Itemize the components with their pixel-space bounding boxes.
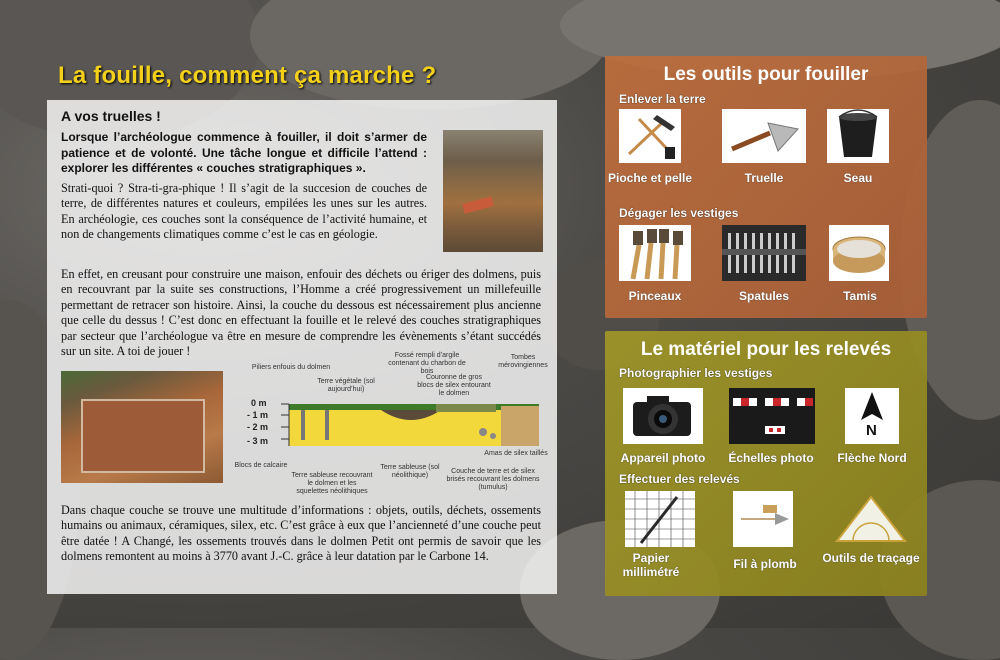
releves-panel: [605, 331, 927, 596]
sieve-image: [829, 225, 889, 281]
tool-caption: Pioche et pelle: [607, 171, 693, 185]
tools-title: Les outils pour fouiller: [663, 64, 869, 85]
plumb-line-image: [733, 491, 793, 547]
diagram-label: Terre végétale (sol aujourd’hui): [317, 378, 375, 393]
tools-panel: [605, 56, 927, 318]
diagram-label: Blocs de calcaire: [234, 462, 288, 469]
trowel-image: [722, 109, 806, 163]
pickaxe-shovel-image: [619, 109, 681, 163]
releves-subheading: Effectuer des relevés: [619, 472, 740, 486]
camera-image: [623, 388, 703, 444]
brushes-image: [619, 225, 691, 281]
diagram-label: Amas de silex taillés: [484, 450, 548, 457]
diagram-label: Tombes mérovingiennes: [498, 354, 548, 369]
releve-caption: Papier millimétré: [622, 551, 680, 579]
paragraph-3: Dans chaque couche se trouve une multitude d’informations : objets, outils, déchets, ossements humains ou animaux, céramiques, silex, etc. C’est grâce à eux que l’ancienneté d’une couche peut être datée ! A Changé, les ossements trouvés dans le dolmen Petit ont permis de savoir que les dolmens remontent au moins à 3770 avant J.-C. grâce à leur datation par le Carbone 14.: [61, 503, 541, 564]
drawing-tools-image: [833, 491, 909, 547]
section-heading: A vos truelles !: [61, 108, 161, 124]
stratigraphy-diagram: [231, 352, 551, 507]
tools-subheading: Dégager les vestiges: [619, 206, 739, 220]
tool-caption: Seau: [843, 171, 873, 185]
diagram-label: Terre sableuse (sol néolithique): [380, 464, 440, 479]
photo-scales-image: [729, 388, 815, 444]
depth-label: - 1 m: [247, 410, 269, 420]
tool-caption: Pinceaux: [628, 289, 682, 303]
lead-paragraph: Lorsque l’archéologue commence à fouiller, il doit s’armer de patience et de volonté. Une tâche longue et difficile l’attend : explorer les différentes « couches stratigraphiques ».: [61, 130, 427, 175]
releve-caption: Échelles photo: [728, 451, 814, 465]
north-letter: N: [866, 422, 877, 439]
releves-title: Le matériel pour les relevés: [640, 339, 892, 360]
paragraph-2: En effet, en creusant pour construire une maison, enfouir des déchets ou ériger des dolmens, puis en recouvrant par la suite ses constructions, l’Homme a créé progressivement un millefeuille permettant de retracer son histoire. Ainsi, la couche du dessous est nécessairement plus ancienne que celle du dessus ! C’est donc en effectuant la fouille et le relevé des couches stratigraphiques par secteur que l’archéologue va être en mesure de comprendre les évènements s’étant succédés sur un site. A toi de jouer !: [61, 267, 541, 359]
depth-label: - 3 m: [247, 436, 269, 446]
tools-subheading: Enlever la terre: [619, 92, 706, 106]
north-arrow-image: [845, 388, 899, 444]
main-panel: [47, 100, 557, 594]
diagram-label: Piliers enfouis du dolmen: [251, 364, 331, 371]
tool-caption: Spatules: [738, 289, 789, 303]
excavation-photo: [61, 371, 223, 483]
background-rock: [250, 0, 610, 110]
spatulas-image: [722, 225, 806, 281]
page-title: La fouille, comment ça marche ?: [58, 62, 437, 89]
tool-caption: Truelle: [744, 171, 784, 185]
releve-caption: Outils de traçage: [822, 551, 920, 565]
stratigraphy-photo: [443, 130, 543, 252]
releve-caption: Fil à plomb: [733, 557, 797, 571]
releve-caption: Appareil photo: [620, 451, 706, 465]
releve-caption: Flèche Nord: [837, 451, 907, 465]
tool-caption: Tamis: [843, 289, 877, 303]
depth-label: - 2 m: [247, 422, 269, 432]
releves-subheading: Photographier les vestiges: [619, 366, 773, 380]
diagram-label: Couche de terre et de silex brisés recouvrant les dolmens (tumulus): [446, 468, 540, 491]
diagram-label: Terre sableuse recouvrant le dolmen et les squelettes néolithiques: [291, 472, 373, 495]
diagram-label: Fossé rempli d’argile contenant du charbon de bois: [388, 352, 466, 375]
paragraph-1: Strati-quoi ? Stra-ti-gra-phique ! Il s’agit de la succesion de couches de terre, de différentes natures et couleurs, empilées les unes sur les autres. En archéologie, ces couches sont la conséquence de l’activité humaine, et non de changements climatiques comme c’est le cas en géologie.: [61, 181, 427, 242]
diagram-label: Couronne de gros blocs de silex entourant le dolmen: [417, 374, 491, 397]
graph-paper-image: [625, 491, 695, 547]
bucket-image: [827, 109, 889, 163]
depth-label: 0 m: [251, 398, 267, 408]
